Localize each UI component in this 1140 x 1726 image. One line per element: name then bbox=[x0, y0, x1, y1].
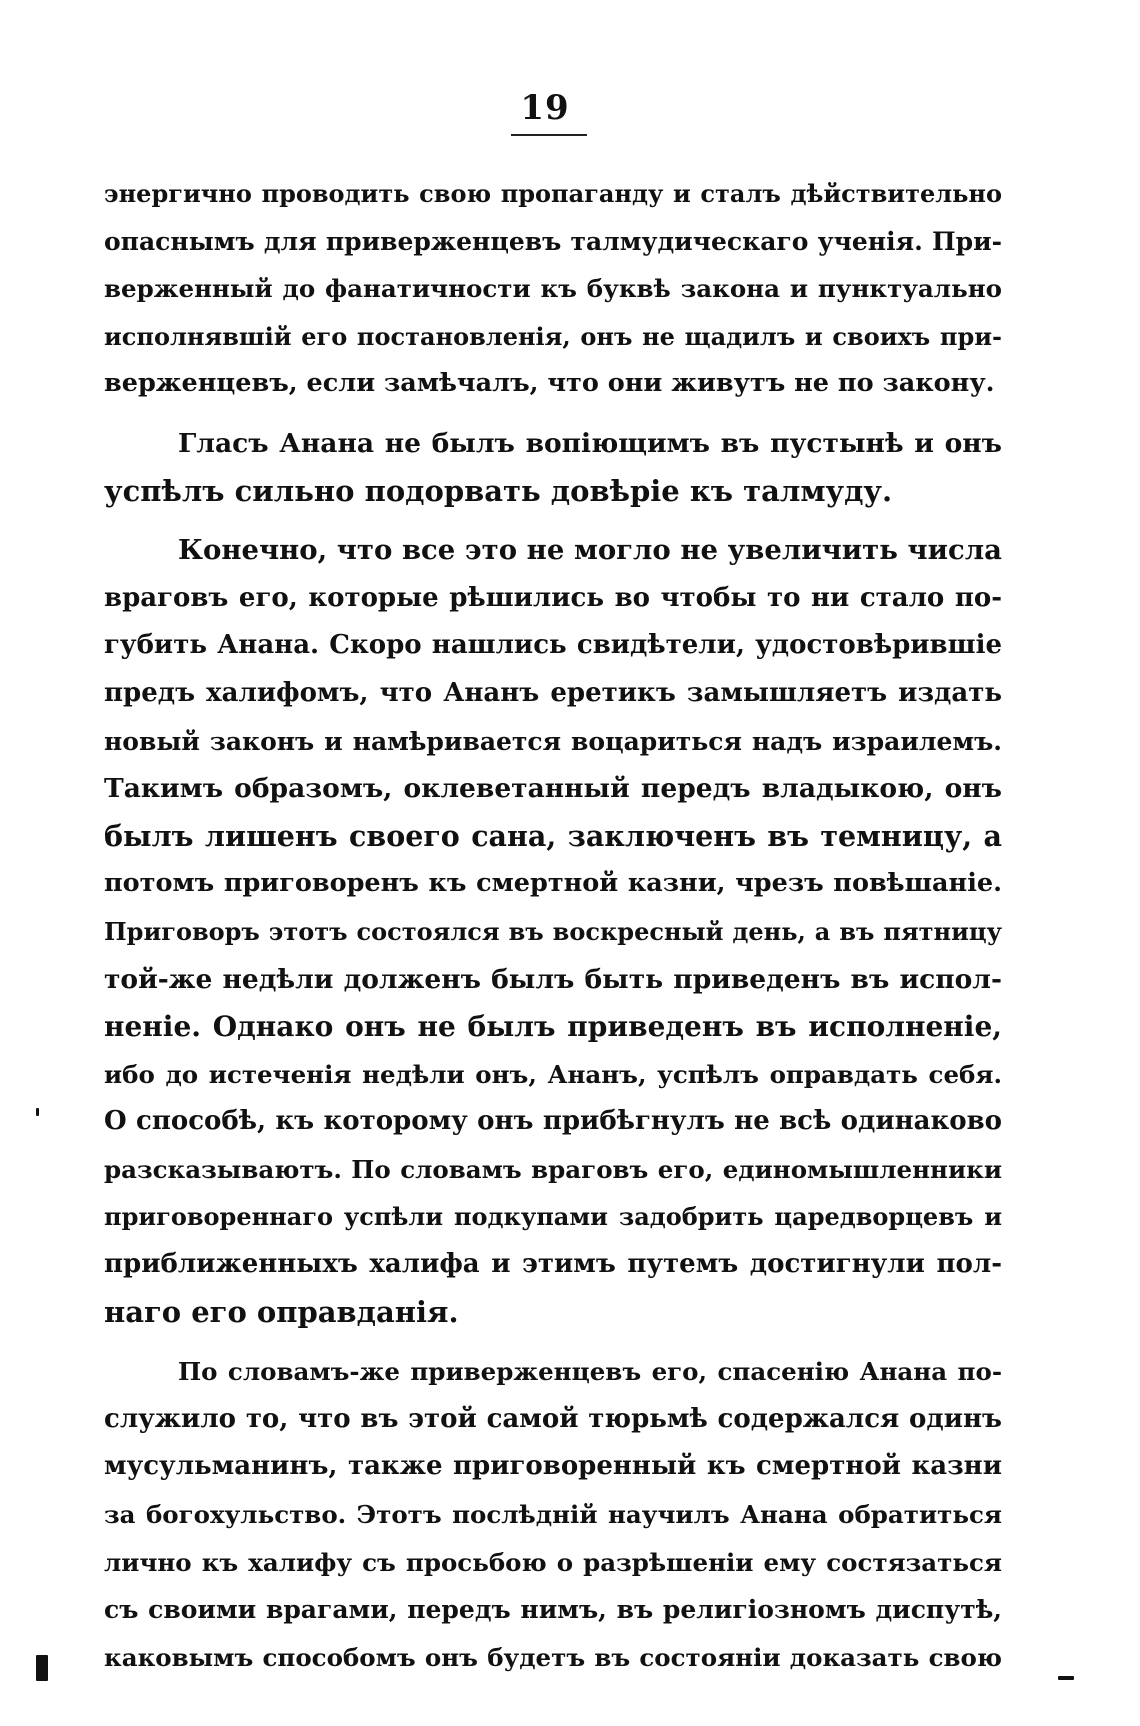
text-line: исполнявшій его постановленія, онъ не щадилъ и своихъ при- bbox=[104, 321, 1002, 351]
text-line: былъ лишенъ своего сана, заключенъ въ темницу, а bbox=[104, 818, 1002, 853]
text-line: потомъ приговоренъ къ смертной казни, чрезъ повѣшаніе. bbox=[104, 868, 1002, 899]
text-line: приговореннаго успѣли подкупами задобрить царедворцевъ и bbox=[104, 1202, 1002, 1232]
scan-speck bbox=[36, 1108, 39, 1116]
text-line: успѣлъ сильно подорвать довѣріе къ талмуду. bbox=[104, 473, 893, 508]
paragraph-gap bbox=[104, 515, 1002, 527]
text-line: приближенныхъ халифа и этимъ путемъ достигнули пол- bbox=[104, 1249, 1002, 1280]
text-line: Такимъ образомъ, оклеветанный передъ владыкою, онъ bbox=[104, 773, 1002, 805]
text-line: новый законъ и намѣривается воцариться надъ израилемъ. bbox=[104, 726, 1002, 756]
text-line: верженцевъ, если замѣчалъ, что они живутъ не по закону. bbox=[104, 368, 995, 399]
text-line: Гласъ Анана не былъ вопіющимъ въ пустынѣ и онъ bbox=[178, 427, 1002, 459]
text-line: мусульманинъ, также приговоренный къ смертной казни bbox=[104, 1451, 1002, 1482]
body-text bbox=[104, 170, 1002, 1681]
paragraph-1 bbox=[104, 170, 1002, 408]
text-line: за богохульство. Этотъ послѣдній научилъ Анана обратиться bbox=[104, 1500, 1002, 1530]
text-line: ибо до истеченія недѣли онъ, Ананъ, успѣлъ оправдать себя. bbox=[104, 1059, 1002, 1089]
text-line: Приговоръ этотъ состоялся въ воскресный день, а въ пятницу bbox=[104, 916, 1002, 946]
page-number-rule bbox=[511, 134, 587, 136]
text-line: энергично проводить свою пропаганду и сталъ дѣйствительно bbox=[104, 179, 1002, 208]
text-line: служило то, что въ этой самой тюрьмѣ содержался одинъ bbox=[104, 1403, 1002, 1434]
paragraph-3 bbox=[104, 527, 1002, 1336]
paragraph-2 bbox=[104, 420, 1002, 515]
text-line: неніе. Однако онъ не былъ приведенъ въ исполненіе, bbox=[104, 1010, 1002, 1044]
text-line: той-же недѣли долженъ былъ быть приведенъ въ испол- bbox=[104, 963, 1002, 995]
text-line: наго его оправданія. bbox=[104, 1294, 459, 1329]
text-line: По словамъ-же приверженцевъ его, спасенію Анана по- bbox=[178, 1357, 1002, 1387]
paragraph-4 bbox=[104, 1348, 1002, 1681]
text-line: разсказываютъ. По словамъ враговъ его, единомышленники bbox=[104, 1154, 1002, 1184]
scan-speck bbox=[36, 1655, 48, 1681]
scan-speck bbox=[1058, 1676, 1074, 1680]
page-number: 19 bbox=[520, 88, 570, 128]
text-line: предъ халифомъ, что Ананъ еретикъ замышляетъ издать bbox=[104, 677, 1002, 708]
text-line: лично къ халифу съ просьбою о разрѣшеніи ему состязаться bbox=[104, 1547, 1002, 1577]
paragraph-gap bbox=[104, 1336, 1002, 1348]
text-line: опаснымъ для приверженцевъ талмудическаго ученія. При- bbox=[104, 226, 1002, 256]
text-line: враговъ его, которые рѣшились во чтобы то ни стало по- bbox=[104, 582, 1002, 613]
text-line: Конечно, что все это не могло не увеличить числа bbox=[178, 534, 1002, 567]
text-line: верженный до фанатичности къ буквѣ закона и пунктуально bbox=[104, 274, 1002, 304]
text-line: каковымъ способомъ онъ будетъ въ состояніи доказать свою bbox=[104, 1642, 1002, 1672]
text-line: губить Анана. Скоро нашлись свидѣтели, удостовѣрившіе bbox=[104, 630, 1002, 661]
paragraph-gap bbox=[104, 408, 1002, 420]
text-line: О способѣ, къ которому онъ прибѣгнулъ не всѣ одинаково bbox=[104, 1106, 1002, 1137]
text-line: съ своими врагами, передъ нимъ, въ религіозномъ диспутѣ, bbox=[104, 1595, 1002, 1625]
